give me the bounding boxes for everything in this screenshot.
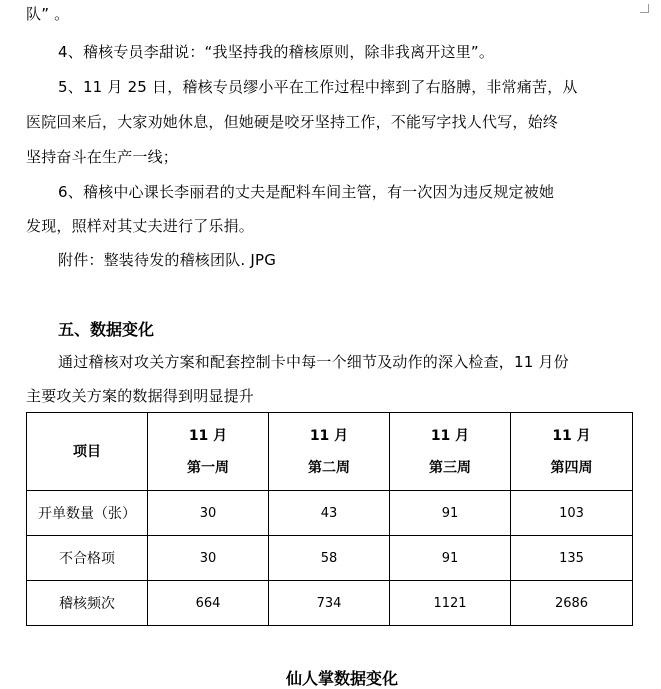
header-week: 第一周 — [187, 459, 229, 476]
header-month: 11 月 — [552, 427, 591, 444]
header-month: 11 月 — [430, 427, 470, 444]
row-label: 不合格项 — [27, 536, 148, 581]
row-label: 稽核频次 — [27, 581, 148, 626]
intro-line-1: 通过稽核对攻关方案和配套控制卡中每一个细节及动作的深入检查，11 月份 — [58, 353, 569, 371]
table-header-row — [27, 413, 633, 491]
header-week: 第四周 — [550, 459, 593, 476]
table-cell: 58 — [269, 536, 390, 581]
list-item-5-line-1: 5、11 月 25 日，稽核专员缪小平在工作过程中摔到了右胳膊，非常痛苦，从 — [58, 78, 578, 96]
table-cell: 734 — [269, 581, 390, 626]
list-item-6-line-1: 6、稽核中心课长李丽君的丈夫是配料车间主管，有一次因为违反规定被她 — [58, 183, 555, 201]
table-cell: 135 — [511, 536, 633, 581]
table-cell: 2686 — [511, 581, 633, 626]
table-cell: 30 — [148, 491, 269, 536]
table-row — [27, 581, 633, 626]
header-cell-week-4 — [511, 413, 633, 491]
data-table — [26, 412, 633, 626]
table-row — [27, 491, 633, 536]
table-cell: 664 — [148, 581, 269, 626]
table-cell: 103 — [511, 491, 633, 536]
table-cell: 91 — [390, 536, 511, 581]
header-month: 11 月 — [309, 427, 349, 444]
header-week: 第三周 — [429, 459, 471, 476]
header-cell-week-1 — [148, 413, 269, 491]
header-month: 11 月 — [188, 427, 228, 444]
list-item-6-line-2: 发现，照样对其丈夫进行了乐捐。 — [26, 217, 255, 235]
page-corner-mark — [640, 4, 649, 13]
header-week: 第二周 — [308, 459, 350, 476]
header-item-label: 项目 — [73, 443, 101, 460]
header-cell-week-2 — [269, 413, 390, 491]
table-cell: 30 — [148, 536, 269, 581]
header-cell-week-3 — [390, 413, 511, 491]
header-cell-item — [27, 413, 148, 491]
table-cell: 91 — [390, 491, 511, 536]
attachment-line: 附件：整装待发的稽核团队. JPG — [58, 251, 277, 269]
row-label: 开单数量（张） — [27, 491, 148, 536]
section-title: 五、数据变化 — [58, 320, 155, 339]
table-row — [27, 536, 633, 581]
table-cell: 43 — [269, 491, 390, 536]
footer-title: 仙人掌数据变化 — [286, 669, 399, 688]
list-item-4: 4、稽核专员李甜说：“我坚持我的稽核原则，除非我离开这里”。 — [58, 43, 495, 61]
list-item-5-line-3: 坚持奋斗在生产一线； — [26, 148, 179, 166]
text-line: 队” 。 — [26, 5, 70, 23]
intro-line-2: 主要攻关方案的数据得到明显提升 — [26, 387, 255, 405]
table-cell: 1121 — [390, 581, 511, 626]
list-item-5-line-2: 医院回来后，大家劝她休息，但她硬是咬牙坚持工作，不能写字找人代写，始终 — [26, 113, 559, 131]
